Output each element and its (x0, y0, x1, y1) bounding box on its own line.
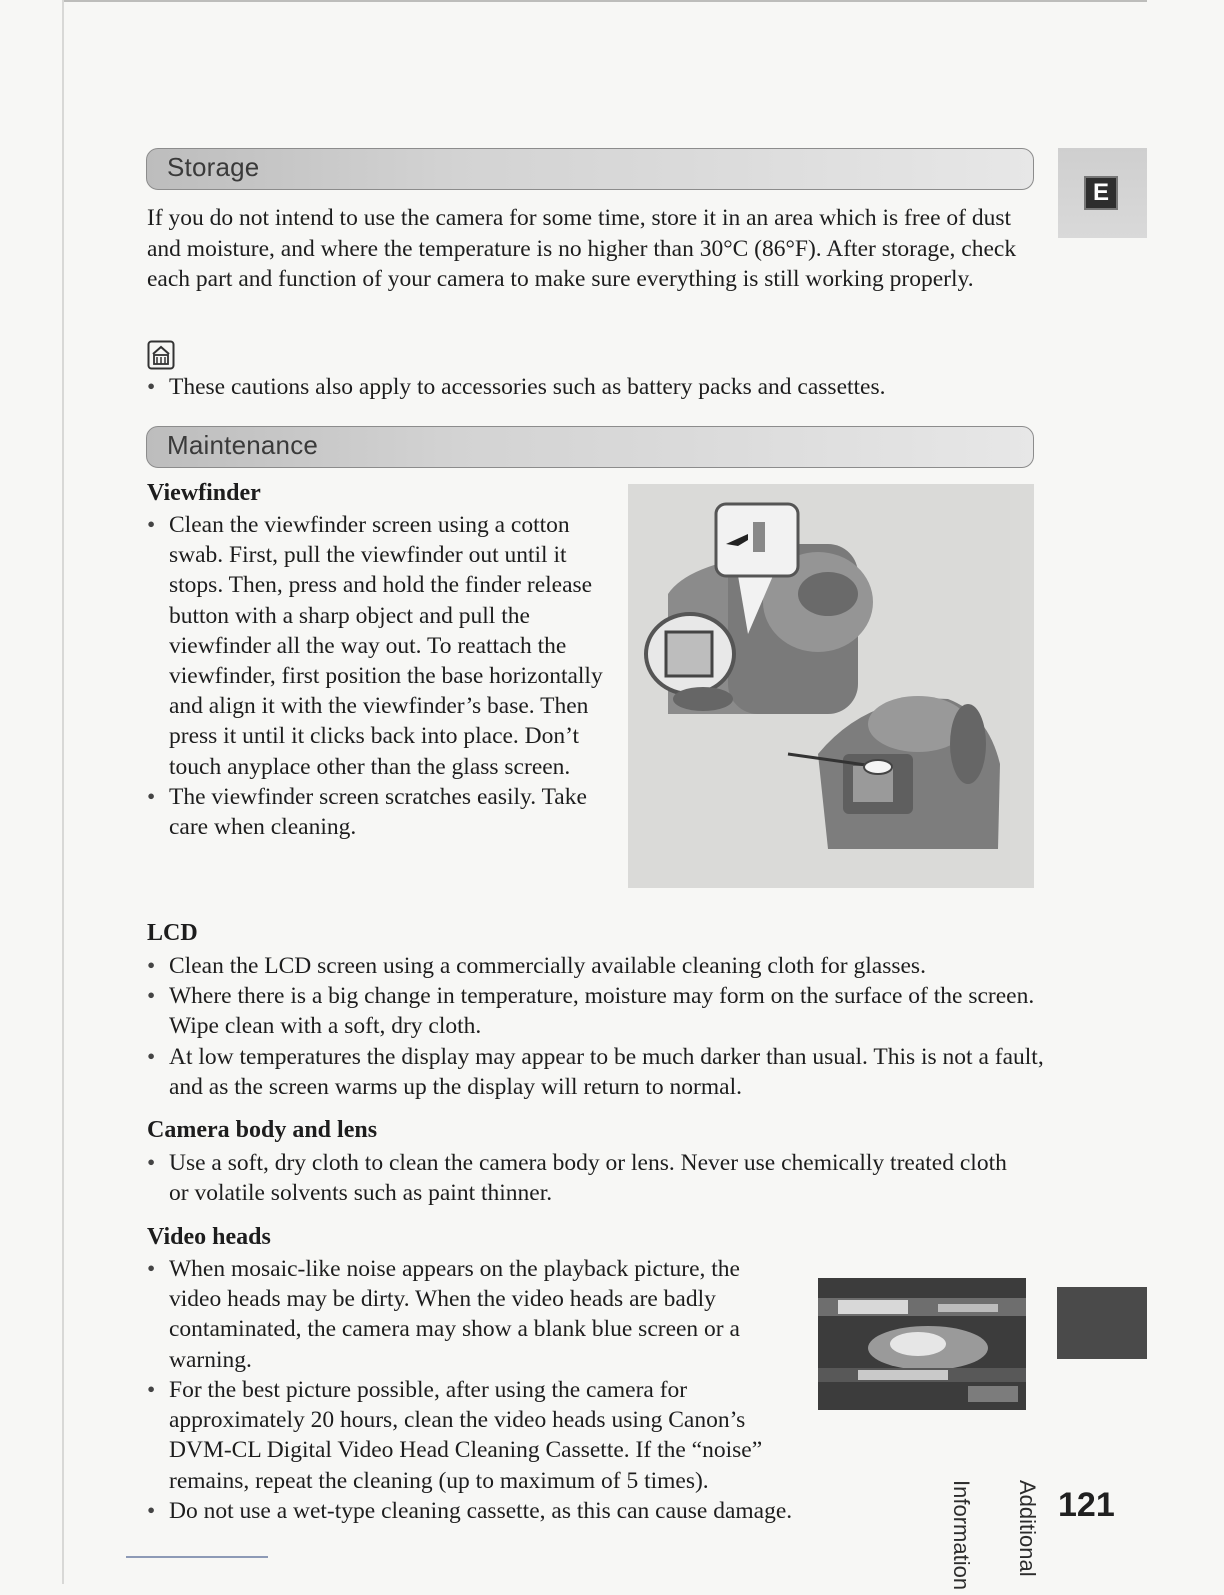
section-index-block (1057, 1287, 1147, 1359)
page-bottom-rule (126, 1556, 268, 1558)
lcd-list (147, 951, 1047, 1102)
video-heads-list-a (147, 1254, 797, 1375)
storage-heading: Storage (167, 152, 260, 182)
list-item: • Do not use a wet-type cleaning cassette, as this can cause damage. (147, 1496, 977, 1526)
storage-note-list (147, 372, 1027, 402)
mosaic-noise-sample-image (818, 1278, 1026, 1410)
storage-paragraph: If you do not intend to use the camera for some time, store it in an area which is free of dust and moisture, and where the temperature is no higher than 30°C (86°F). After storage, check each part and function of your camera to make sure everything is still working properly. (147, 205, 1017, 292)
section-index-line1: Additional (1015, 1480, 1040, 1577)
section-index-line2: Information (949, 1480, 974, 1591)
viewfinder-list (147, 510, 617, 842)
video-heads-title: Video heads (147, 1224, 271, 1250)
list-item: • Where there is a big change in temperature, moisture may form on the surface of the screen. Wipe clean with a soft, dry cloth. (147, 981, 1047, 1041)
camera-body-title: Camera body and lens (147, 1117, 378, 1143)
list-item: • For the best picture possible, after using the camera for approximately 20 hours, clean the video heads using Canon’s DVM-CL Digital Video Head Cleaning Cassette. If the “noise” remains, repeat the cleaning (up to maximum of 5 times). (147, 1375, 769, 1496)
page-number: 121 (1058, 1486, 1115, 1524)
viewfinder-title: Viewfinder (147, 480, 261, 506)
maintenance-heading: Maintenance (167, 430, 319, 460)
list-item: • Clean the viewfinder screen using a cotton swab. First, pull the viewfinder out until it stops. Then, press and hold the finder release button with a sharp object and pull the viewfinder all the way out. To reattach the viewfinder, first position the base horizontally and align it with the viewfinder’s base. Then press it until it clicks back into place. Don’t touch anyplace other than the glass screen. (147, 510, 617, 782)
storage-heading-bar (146, 148, 1034, 190)
page-left-edge (62, 0, 64, 1584)
list-item: • Use a soft, dry cloth to clean the camera body or lens. Never use chemically treated cloth or volatile solvents such as paint thinner. (147, 1148, 1007, 1208)
page-top-edge (62, 0, 1147, 2)
list-item: • Clean the LCD screen using a commercially available cleaning cloth for glasses. (147, 951, 1047, 981)
viewfinder-cleaning-illustration (628, 484, 1034, 888)
list-item: • At low temperatures the display may appear to be much darker than usual. This is not a fault, and as the screen warms up the display will return to normal. (147, 1042, 1047, 1102)
storage-note-item: • These cautions also apply to accessories such as battery packs and cassettes. (147, 372, 1027, 402)
list-item: • When mosaic-like noise appears on the playback picture, the video heads may be dirty. When the video heads are badly contaminated, the camera may show a blank blue screen or a warning. (147, 1254, 797, 1375)
language-tab-letter: E (1084, 176, 1118, 210)
lcd-title: LCD (147, 920, 198, 946)
camera-body-list (147, 1148, 1007, 1208)
memo-note-icon (147, 340, 175, 370)
language-tab (1058, 148, 1147, 238)
list-item: • The viewfinder screen scratches easily. Take care when cleaning. (147, 782, 617, 842)
maintenance-heading-bar (146, 426, 1034, 468)
